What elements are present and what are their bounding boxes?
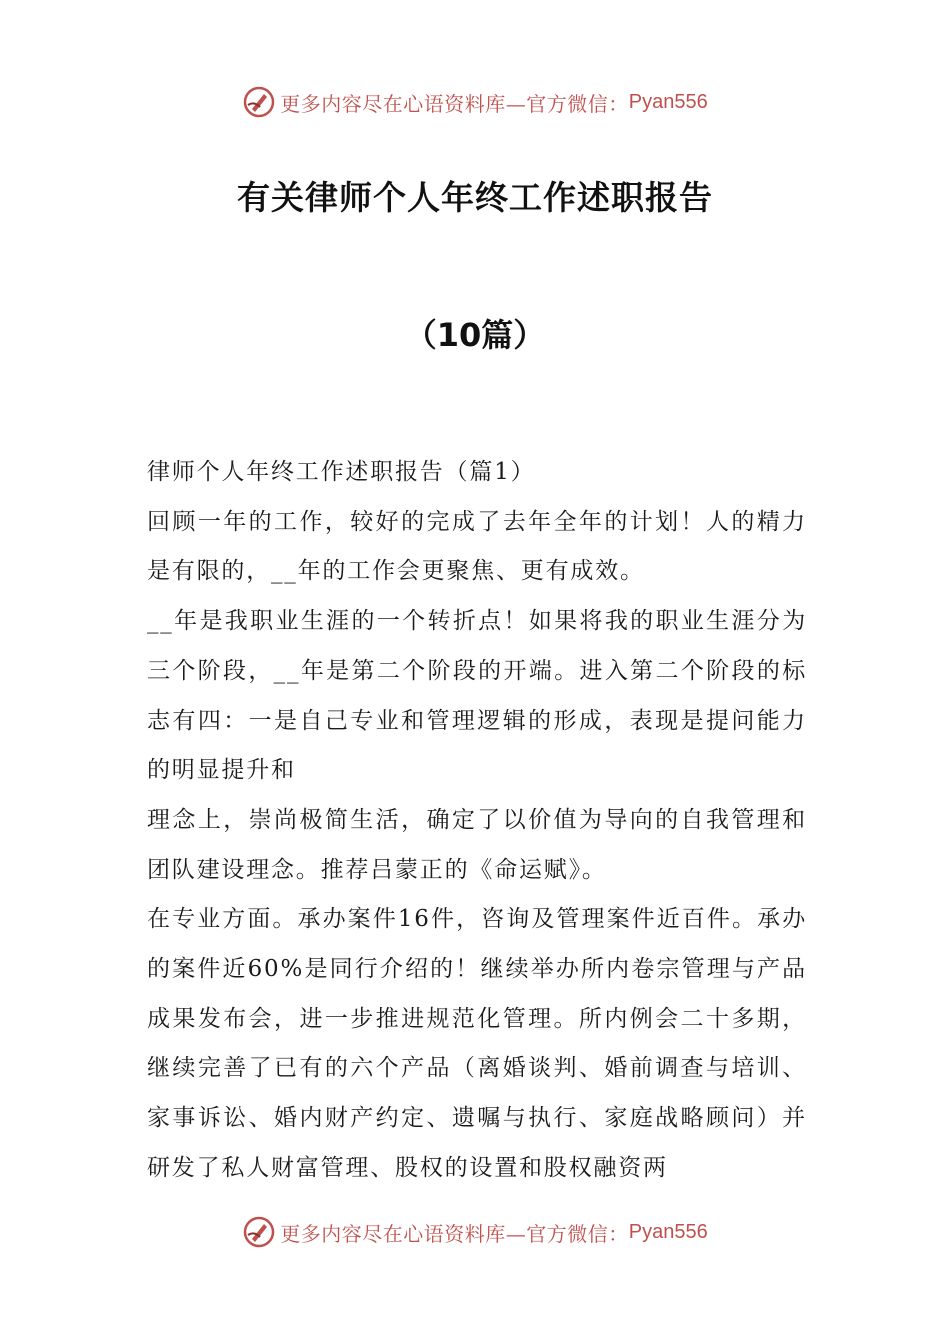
document-title: 有关律师个人年终工作述职报告 xyxy=(237,178,713,217)
watermark-text: 更多内容尽在心语资料库—官方微信： xyxy=(280,91,629,116)
body-paragraph: 理念上，崇尚极简生活，确定了以价值为导向的自我管理和团队建设理念。推荐吕蒙正的《命运赋》。 xyxy=(147,806,807,883)
pen-circle-logo-icon xyxy=(242,85,276,119)
body-paragraph: __年是我职业生涯的一个转折点！如果将我的职业生涯分为三个阶段，__年是第二个阶段的开端。进入第二个阶段的标志有四：一是自己专业和管理逻辑的形成，表现是提问能力的明显提升和 xyxy=(147,608,807,784)
watermark-wechat-id: Pyan556 xyxy=(628,90,708,113)
pen-circle-logo-icon xyxy=(242,1215,276,1249)
body-paragraph: 在专业方面。承办案件16件，咨询及管理案件近百件。承办的案件近60%是同行介绍的！继续举办所内卷宗管理与产品成果发布会，进一步推进规范化管理。所内例会二十多期，继续完善了已有的六个产品（离婚谈判、婚前调查与培训、家事诉讼、婚内财产约定、遗嘱与执行、家庭战略顾问）并研发了私人财富管理、股权的设置和股权融资两 xyxy=(147,906,807,1181)
document-subtitle: （10篇） xyxy=(404,316,546,354)
document-body xyxy=(147,448,807,1194)
watermark-banner-top xyxy=(0,82,950,122)
watermark-banner-bottom xyxy=(0,1212,950,1252)
watermark-text: 更多内容尽在心语资料库—官方微信： xyxy=(280,1221,629,1246)
section-heading: 律师个人年终工作述职报告（篇1） xyxy=(147,459,536,485)
body-paragraph: 回顾一年的工作，较好的完成了去年全年的计划！人的精力是有限的，__年的工作会更聚焦、更有成效。 xyxy=(147,508,807,585)
watermark-wechat-id: Pyan556 xyxy=(628,1220,708,1243)
